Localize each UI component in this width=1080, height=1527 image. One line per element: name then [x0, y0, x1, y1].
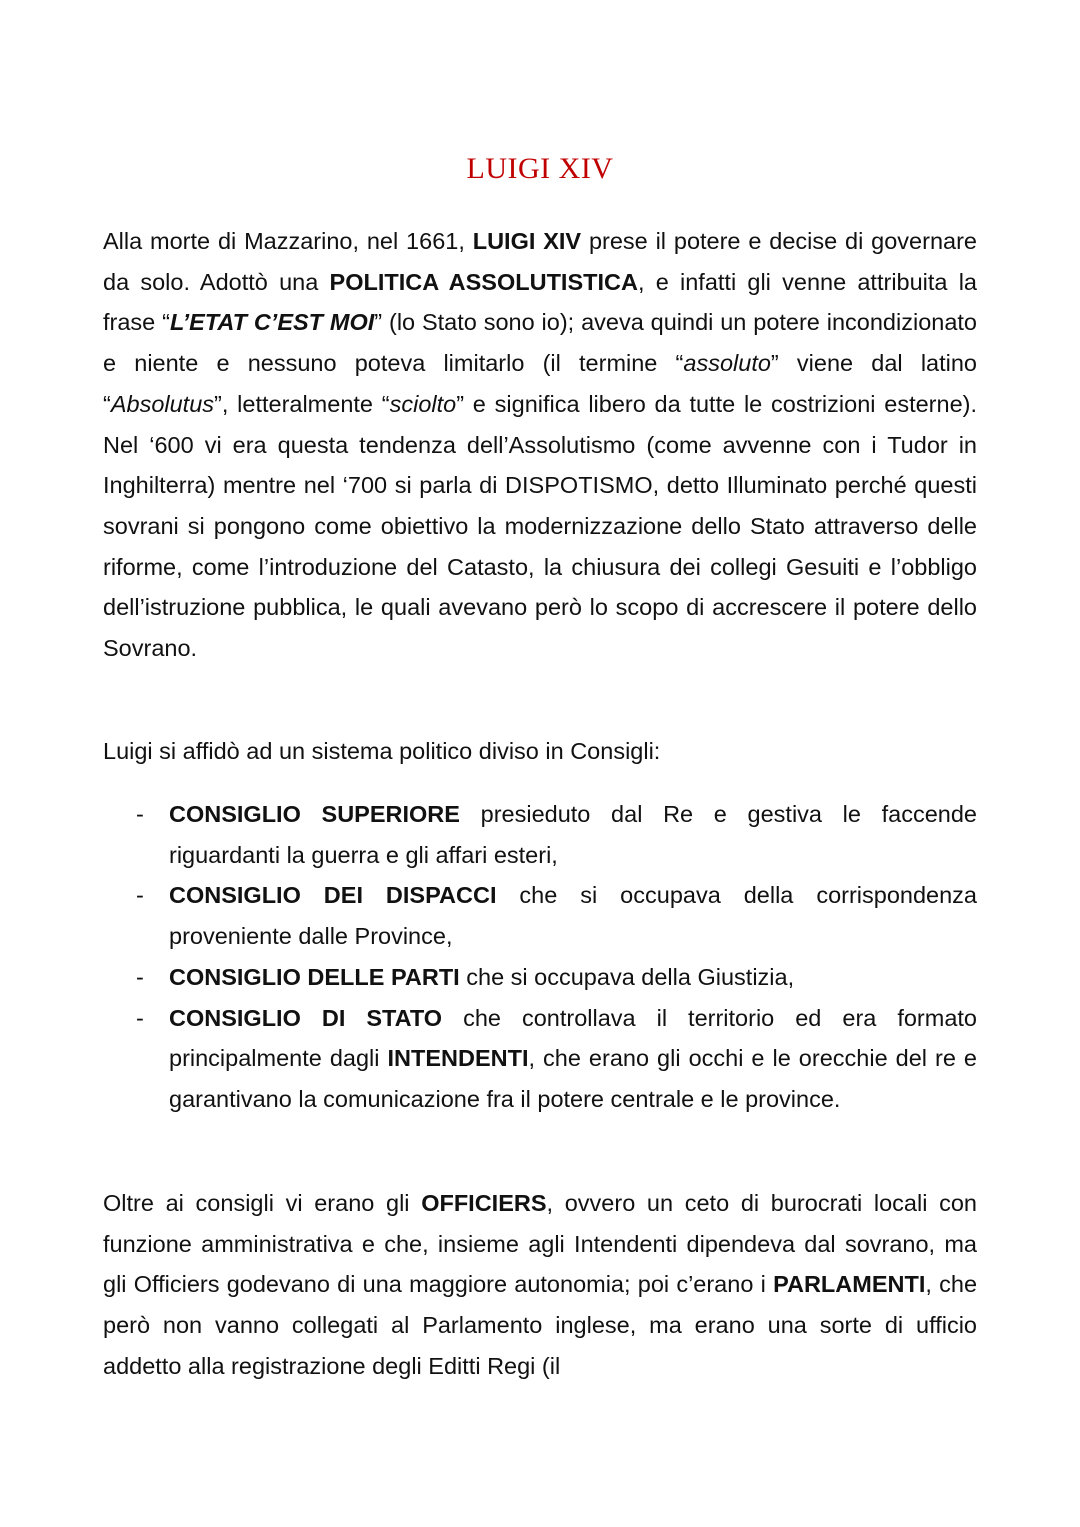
- bold-term: CONSIGLIO DI STATO: [169, 1004, 443, 1031]
- bold-term: CONSIGLIO SUPERIORE: [169, 801, 460, 827]
- paragraph-councils-intro: Luigi si affidò ad un sistema politico diviso in Consigli:: [103, 738, 661, 764]
- bold-term: INTENDENTI: [387, 1045, 529, 1072]
- text-run: ”, letteralmente “: [214, 390, 390, 417]
- bold-term: LUIGI XIV: [472, 228, 582, 254]
- list-dash: -: [136, 882, 144, 909]
- text-run: che si occupava della Giustizia,: [459, 963, 795, 990]
- italic-term: assoluto: [683, 350, 771, 377]
- italic-term: sciolto: [389, 390, 457, 417]
- text-run: prese il potere e decise di governare da solo. Adottò una: [103, 228, 977, 295]
- list-item: [103, 998, 977, 1120]
- text-run: che controllava il territorio ed era formato principalmente dagli: [169, 1004, 977, 1072]
- text-run: ” e significa libero da tutte le costrizioni esterne). Nel ‘600 vi era questa tendenza dell’Assolutismo (come avvenne con i Tudor in Inghilterra) mentre nel ‘700 si parla di DISPOTISMO, detto Illuminato perché questi sovrani si pongono come obiettivo la modernizzazione dello Stato attraverso delle riforme, come l’introduzione del Catasto, la chiusura dei collegi Gesuiti e l’obbligo dell’istruzione pubblica, le quali avevano però lo scopo di accrescere il potere dello Sovrano.: [103, 390, 977, 662]
- italic-term: Absolutus: [110, 390, 215, 417]
- text-run: Oltre ai consigli vi erano gli: [103, 1190, 422, 1216]
- councils-list: [103, 794, 977, 1120]
- bold-term: OFFICIERS: [421, 1190, 547, 1216]
- text-run: ” (lo Stato sono io); aveva quindi un potere incondizionato e niente e nessuno poteva limitarlo (il termine “: [103, 309, 977, 377]
- list-dash: -: [136, 963, 144, 990]
- bold-term: PARLAMENTI: [773, 1271, 926, 1298]
- bold-term: CONSIGLIO DEI DISPACCI: [169, 882, 497, 909]
- bold-term: POLITICA ASSOLUTISTICA: [329, 268, 638, 295]
- text-run: , ovvero un ceto di burocrati locali con funzione amministrativa e che, insieme agli Intendenti dipendeva dal sovrano, ma gli Officiers godevano di una maggiore autonomia; poi c’erano i: [103, 1190, 977, 1298]
- quote-term: L’ETAT C’EST MOI: [169, 309, 375, 336]
- list-item: [103, 957, 977, 998]
- list-dash: -: [136, 801, 144, 827]
- paragraph-intro: [103, 221, 977, 669]
- page-title: LUIGI XIV: [466, 152, 614, 185]
- text-run: ” viene dal latino “: [103, 350, 977, 417]
- list-item: [103, 794, 977, 875]
- bold-term: CONSIGLIO DELLE PARTI: [169, 963, 460, 990]
- text-run: Alla morte di Mazzarino, nel 1661,: [103, 228, 473, 254]
- text-run: , e infatti gli venne attribuita la frase “: [103, 268, 978, 336]
- paragraph-officiers: [103, 1183, 977, 1387]
- list-item: [103, 875, 977, 956]
- text-run: che si occupava della corrispondenza proveniente dalle Province,: [169, 882, 977, 950]
- text-run: , che erano gli occhi e le orecchie del re e garantivano la comunicazione fra il potere centrale e le province.: [169, 1045, 977, 1112]
- list-dash: -: [136, 1004, 144, 1031]
- text-run: presieduto dal Re e gestiva le faccende riguardanti la guerra e gli affari esteri,: [169, 801, 977, 868]
- text-run: , che però non vanno collegati al Parlamento inglese, ma erano una sorte di ufficio addetto alla registrazione degli Editti Regi (il: [103, 1271, 978, 1379]
